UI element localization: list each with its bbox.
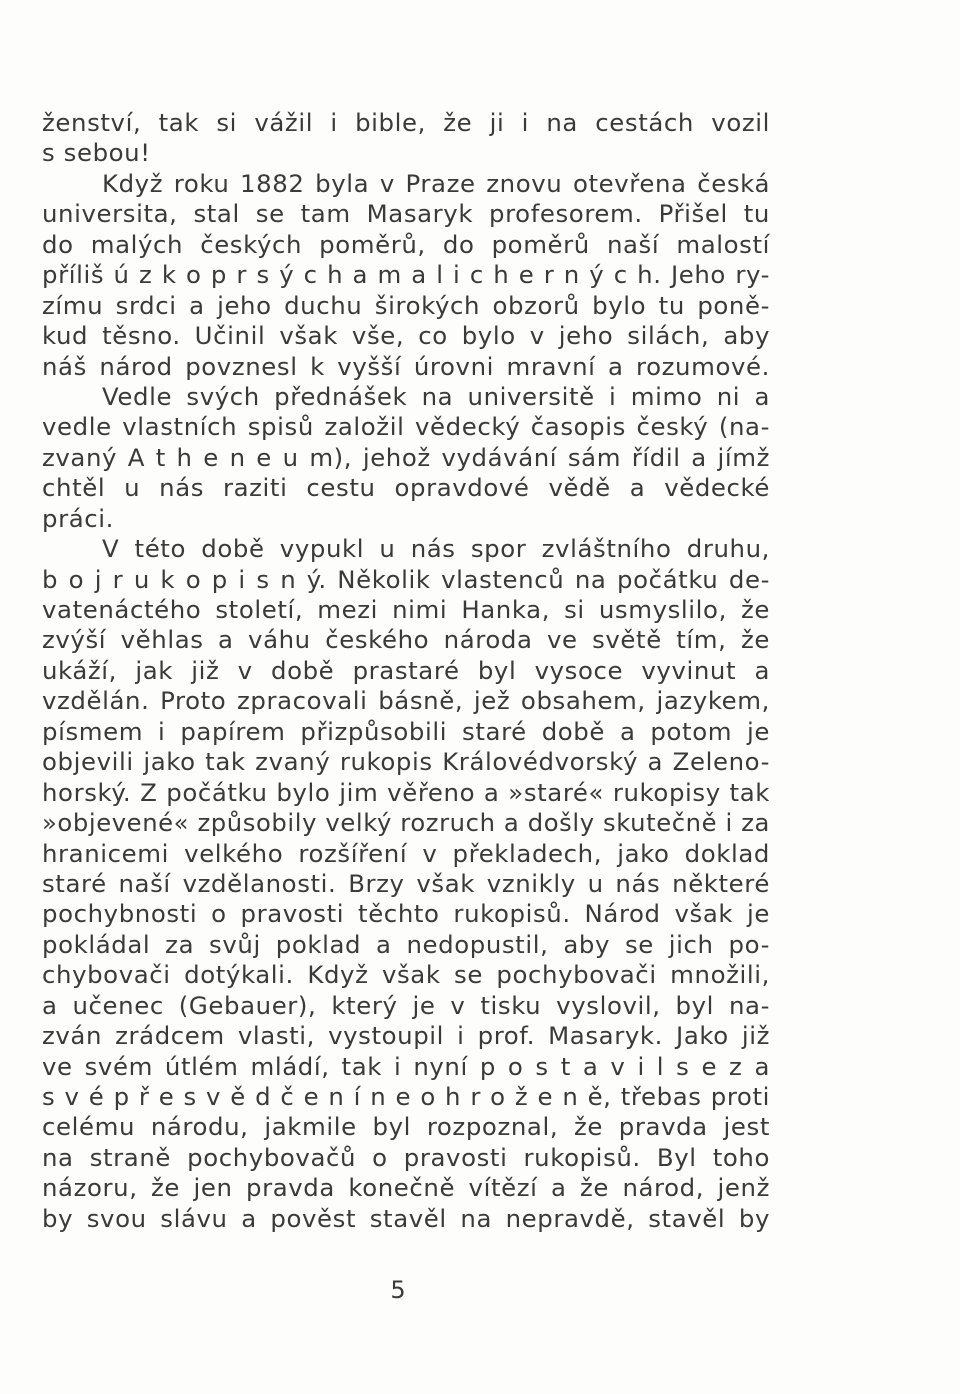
text-line: pochybnosti o pravosti těchto rukopisů. Národ však je [42, 899, 770, 929]
text-line: a učenec (Gebauer), který je v tisku vyslovil, byl na- [42, 990, 770, 1020]
text-line: s v é p ř e s v ě d č e n í n e o h r o ž e n ě, třebas proti [42, 1082, 770, 1111]
page-number: 5 [390, 1276, 406, 1304]
text-line: vatenáctého století, mezi nimi Hanka, si usmyslilo, že [42, 595, 770, 624]
text-line: horský. Z počátku bylo jim věřeno a »staré« rukopisy tak [42, 777, 770, 807]
text-line: písmem i papírem přizpůsobili staré době a potom je [42, 716, 770, 746]
text-line: by svou slávu a pověst stavěl na nepravdě, stavěl by [42, 1203, 770, 1233]
text-line: hranicemi velkého rozšíření v překladech, jako doklad [42, 838, 770, 868]
text-line: ve svém útlém mládí, tak i nyní p o s t a v i l s e z a [42, 1051, 770, 1081]
text-line: »objevené« způsobily velký rozruch a došly skutečně i za [42, 808, 770, 838]
text-line: ukáží, jak již v době prastaré byl vysoce vyvinut a [42, 655, 770, 685]
text-line: Když roku 1882 byla v Praze znovu otevřena česká [102, 168, 770, 198]
text-line: objevili jako tak zvaný rukopis Královédvorský a Zeleno- [42, 747, 770, 777]
text-line: pokládal za svůj poklad a nedopustil, aby se jich po- [42, 929, 770, 959]
text-line: zímu srdci a jeho duchu širokých obzorů bylo tu poně- [42, 290, 770, 320]
text-line: V této době vypukl u nás spor zvláštního druhu, [102, 534, 770, 564]
text-line: příliš ú z k o p r s ý c h a m a l i c h e r n ý c h. Jeho ry- [42, 260, 770, 290]
text-line: zván zrádcem vlasti, vystoupil i prof. Masaryk. Jako již [42, 1021, 770, 1051]
text-line: celému národu, jakmile byl rozpoznal, že pravda jest [42, 1112, 770, 1142]
text-line: zvýší věhlas a váhu českého národa ve světě tím, že [42, 625, 770, 655]
text-line: na straně pochybovačů o pravosti rukopisů. Byl toho [42, 1142, 770, 1172]
text-line: práci. [42, 503, 114, 533]
text-line: s sebou! [42, 138, 151, 168]
body-text [42, 108, 770, 1234]
text-line: vedle vlastních spisů založil vědecký časopis český (na- [42, 412, 770, 442]
text-line: náš národ povznesl k vyšší úrovni mravní a rozumové. [42, 351, 770, 381]
text-line: universita, stal se tam Masaryk profesorem. Přišel tu [42, 199, 770, 229]
text-line: ženství, tak si vážil i bible, že ji i na cestách vozil [42, 108, 770, 137]
text-line: zvaný A t h e n e u m), jehož vydávání sám řídil a jímž [42, 442, 770, 472]
text-line: Vedle svých přednášek na universitě i mimo ni a [102, 381, 770, 411]
text-line: staré naší vzdělanosti. Brzy však vznikly u nás některé [42, 868, 770, 898]
text-line: chybovači dotýkali. Když však se pochybovači množili, [42, 960, 770, 990]
text-line: b o j r u k o p i s n ý. Několik vlastenců na počátku de- [42, 564, 770, 594]
text-line: kud těsno. Učinil však vše, co bylo v jeho silách, aby [42, 321, 770, 351]
text-line: chtěl u nás raziti cestu opravdové vědě a vědecké [42, 473, 770, 503]
text-line: do malých českých poměrů, do poměrů naší malostí [42, 229, 770, 259]
text-line: vzdělán. Proto zpracovali básně, jež obsahem, jazykem, [42, 686, 770, 716]
text-line: názoru, že jen pravda konečně vítězí a že národ, jenž [42, 1173, 770, 1203]
